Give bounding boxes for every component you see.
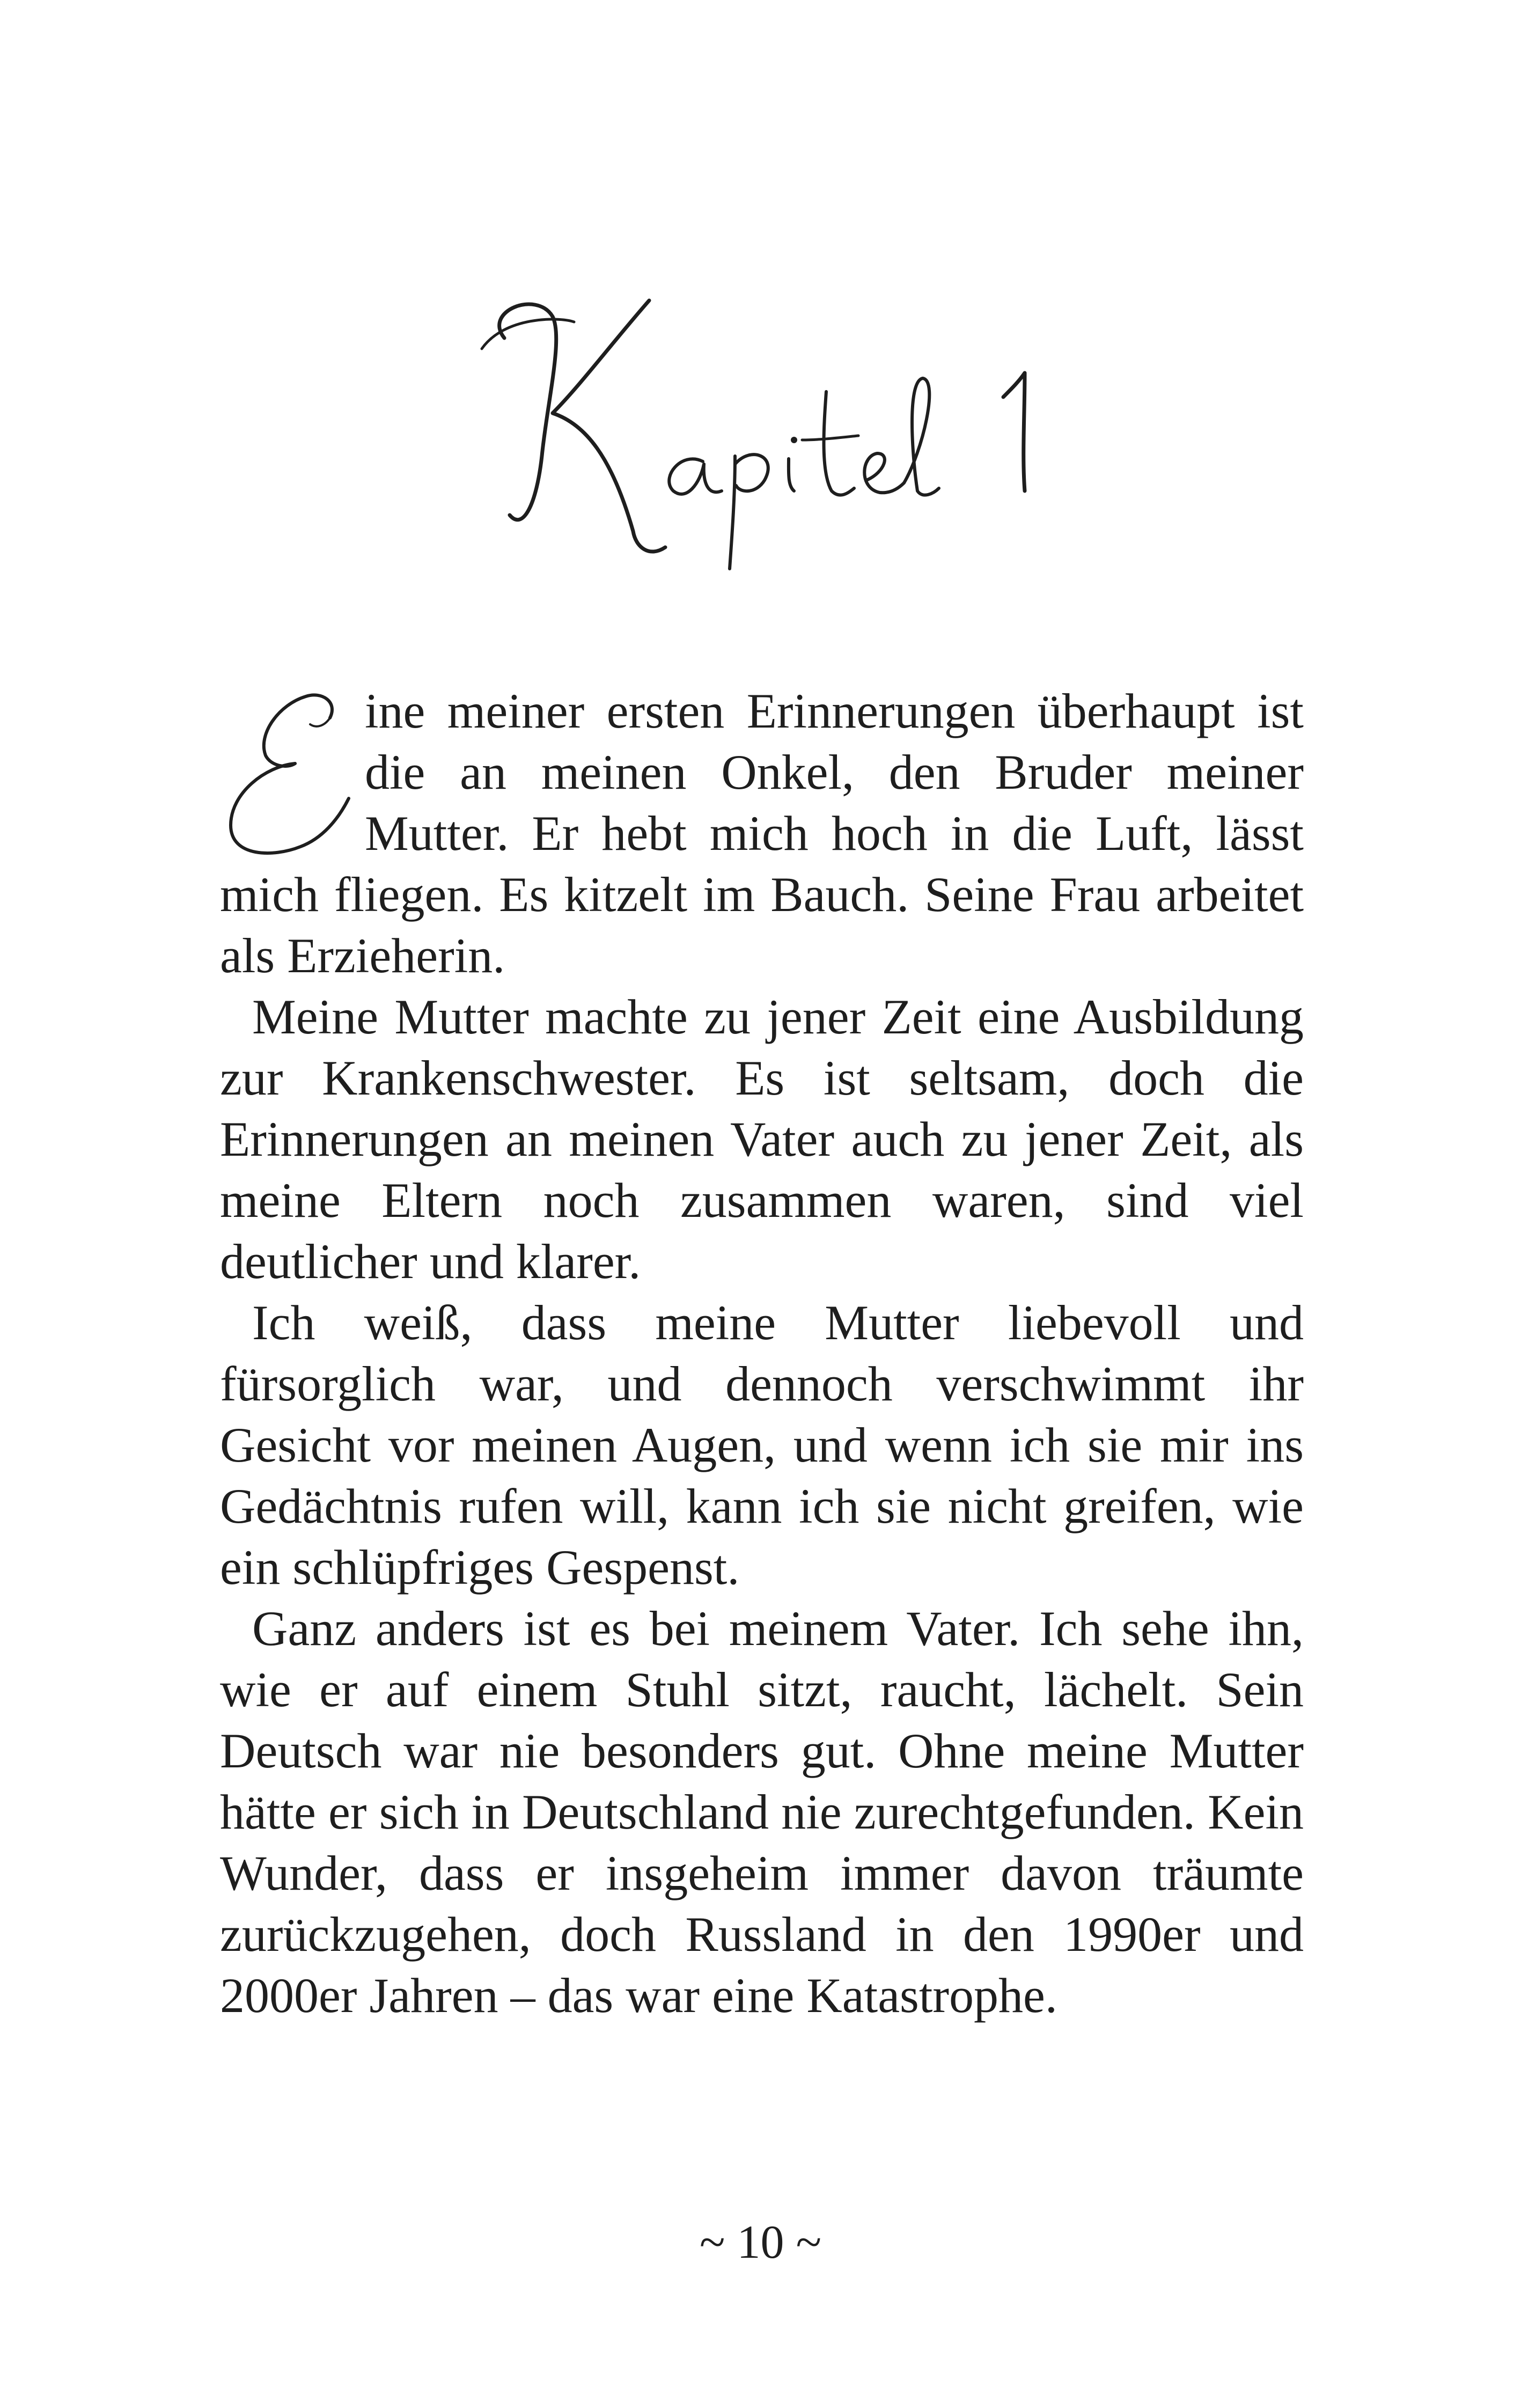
paragraph-1 [220, 680, 1304, 986]
paragraph-3: Ich weiß, dass meine Mutter liebevoll und fürsorglich war, und dennoch verschwimmt ihr Gesicht vor meinen Augen, und wenn ich sie mir ins Gedächtnis rufen will, kann ich sie nicht greifen, wie ein schlüpfriges Gespenst. [220, 1295, 1304, 1595]
dropcap-letter-e [215, 686, 359, 863]
body-text [220, 680, 1304, 2026]
dropcap [215, 686, 359, 863]
chapter-title-lettering [472, 279, 1062, 579]
page-number: ~ 10 ~ [699, 2216, 822, 2268]
paragraph-4: Ganz anders ist es bei meinem Vater. Ich sehe ihn, wie er auf einem Stuhl sitzt, raucht, lächelt. Sein Deutsch war nie besonders gut. Ohne meine Mutter hätte er sich in Deutschland nie zurechtgefunden. Kein Wunder, dass er insgeheim immer davon träumte zurückzugehen, doch Russland in den 1990er und 2000er Jahren – das war eine Katastrophe. [220, 1601, 1304, 2023]
paragraph-2: Meine Mutter machte zu jener Zeit eine Ausbildung zur Krankenschwester. Es ist seltsam, doch die Erinnerungen an meinen Vater auch zu jener Zeit, als meine Eltern noch zusammen waren, sind viel deutlicher und klarer. [220, 989, 1304, 1289]
paragraph-1-text: ine meiner ersten Erinnerungen überhaupt ist die an meinen Onkel, den Bruder meiner Mutter. Er hebt mich hoch in die Luft, lässt mich fliegen. Es kitzelt im Bauch. Seine Frau arbeitet als Erzieherin. [220, 684, 1304, 983]
chapter-title [472, 279, 1062, 579]
